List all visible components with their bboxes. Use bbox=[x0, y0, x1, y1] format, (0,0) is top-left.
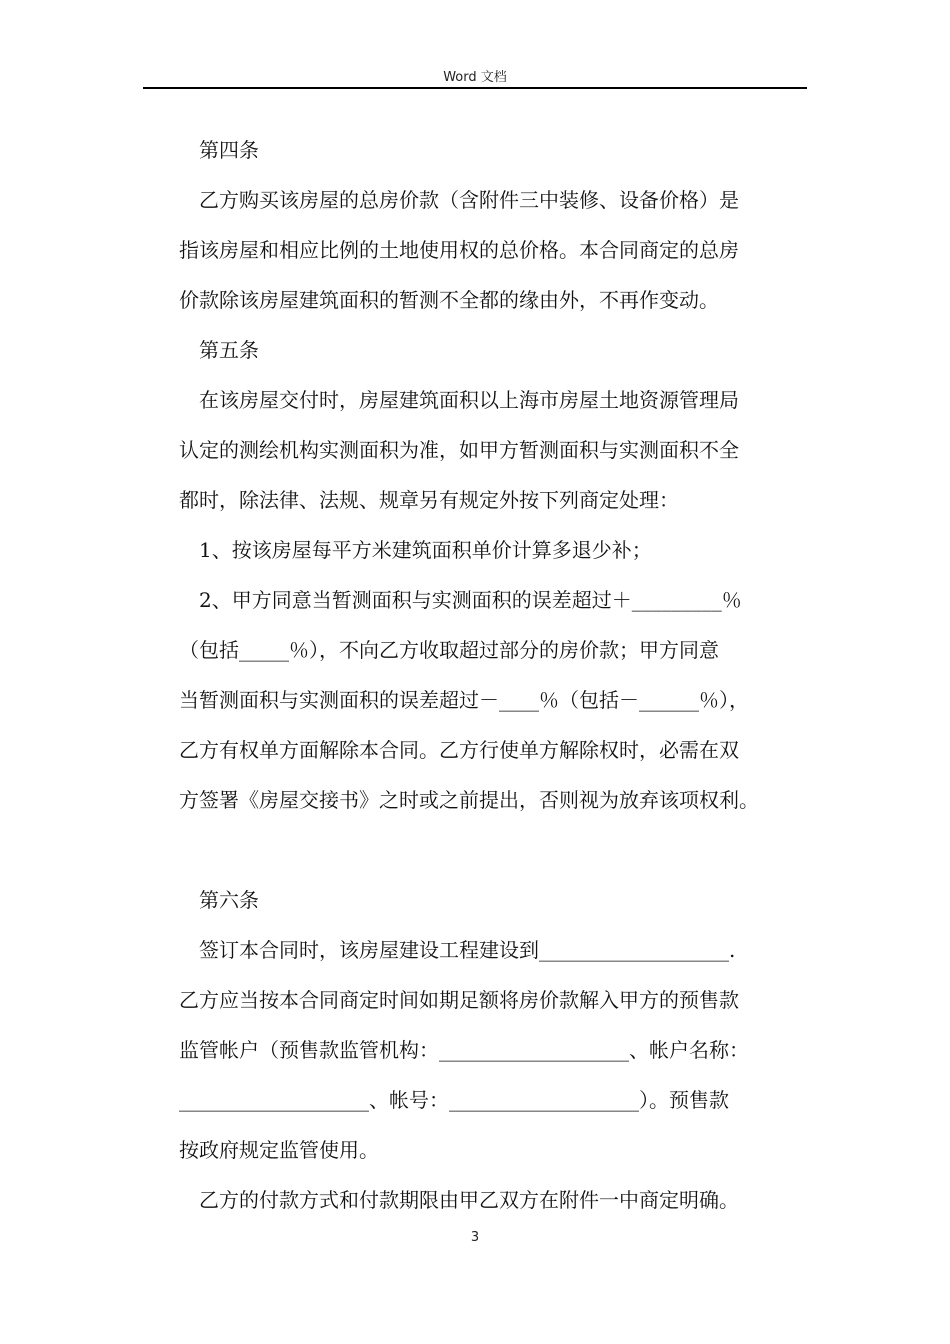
paragraph-line: 在该房屋交付时，房屋建筑面积以上海市房屋土地资源管理局 bbox=[199, 388, 739, 412]
paragraph-line: （包括_____％），不向乙方收取超过部分的房价款；甲方同意 bbox=[179, 638, 719, 662]
paragraph-line: 都时，除法律、法规、规章另有规定外按下列商定处理： bbox=[179, 488, 679, 512]
paragraph-line: 当暂测面积与实测面积的误差超过－____％（包括－______％）， bbox=[179, 688, 749, 712]
list-item: 2、甲方同意当暂测面积与实测面积的误差超过＋_________％ bbox=[199, 588, 742, 612]
paragraph-line: 乙方购买该房屋的总房价款（含附件三中装修、设备价格）是 bbox=[199, 188, 739, 212]
paragraph-line: 监管帐户（预售款监管机构：___________________、帐户名称： bbox=[179, 1038, 749, 1062]
page-header-title: Word 文档 bbox=[443, 70, 507, 85]
list-item: 1、按该房屋每平方米建筑面积单价计算多退少补； bbox=[199, 538, 652, 562]
paragraph-line: 按政府规定监管使用。 bbox=[179, 1138, 379, 1162]
page-number: 3 bbox=[470, 1230, 480, 1245]
paragraph-line: 指该房屋和相应比例的土地使用权的总价格。本合同商定的总房 bbox=[179, 238, 739, 262]
paragraph-line: 乙方的付款方式和付款期限由甲乙双方在附件一中商定明确。 bbox=[199, 1188, 739, 1212]
paragraph-line: 乙方有权单方面解除本合同。乙方行使单方解除权时，必需在双 bbox=[179, 738, 739, 762]
header-divider bbox=[143, 87, 807, 89]
paragraph-line: 方签署《房屋交接书》之时或之前提出，否则视为放弃该项权利。 bbox=[179, 788, 759, 812]
paragraph-line: 价款除该房屋建筑面积的暂测不全都的缘由外，不再作变动。 bbox=[179, 288, 719, 312]
article-heading: 第四条 bbox=[199, 138, 259, 162]
article-heading: 第五条 bbox=[199, 338, 259, 362]
paragraph-line: ___________________、帐号：___________________）。预售款 bbox=[179, 1088, 729, 1112]
paragraph-line: 乙方应当按本合同商定时间如期足额将房价款解入甲方的预售款 bbox=[179, 988, 739, 1012]
paragraph-line: 签订本合同时，该房屋建设工程建设到___________________. bbox=[199, 938, 736, 962]
article-heading: 第六条 bbox=[199, 888, 259, 912]
paragraph-line: 认定的测绘机构实测面积为准，如甲方暂测面积与实测面积不全 bbox=[179, 438, 739, 462]
